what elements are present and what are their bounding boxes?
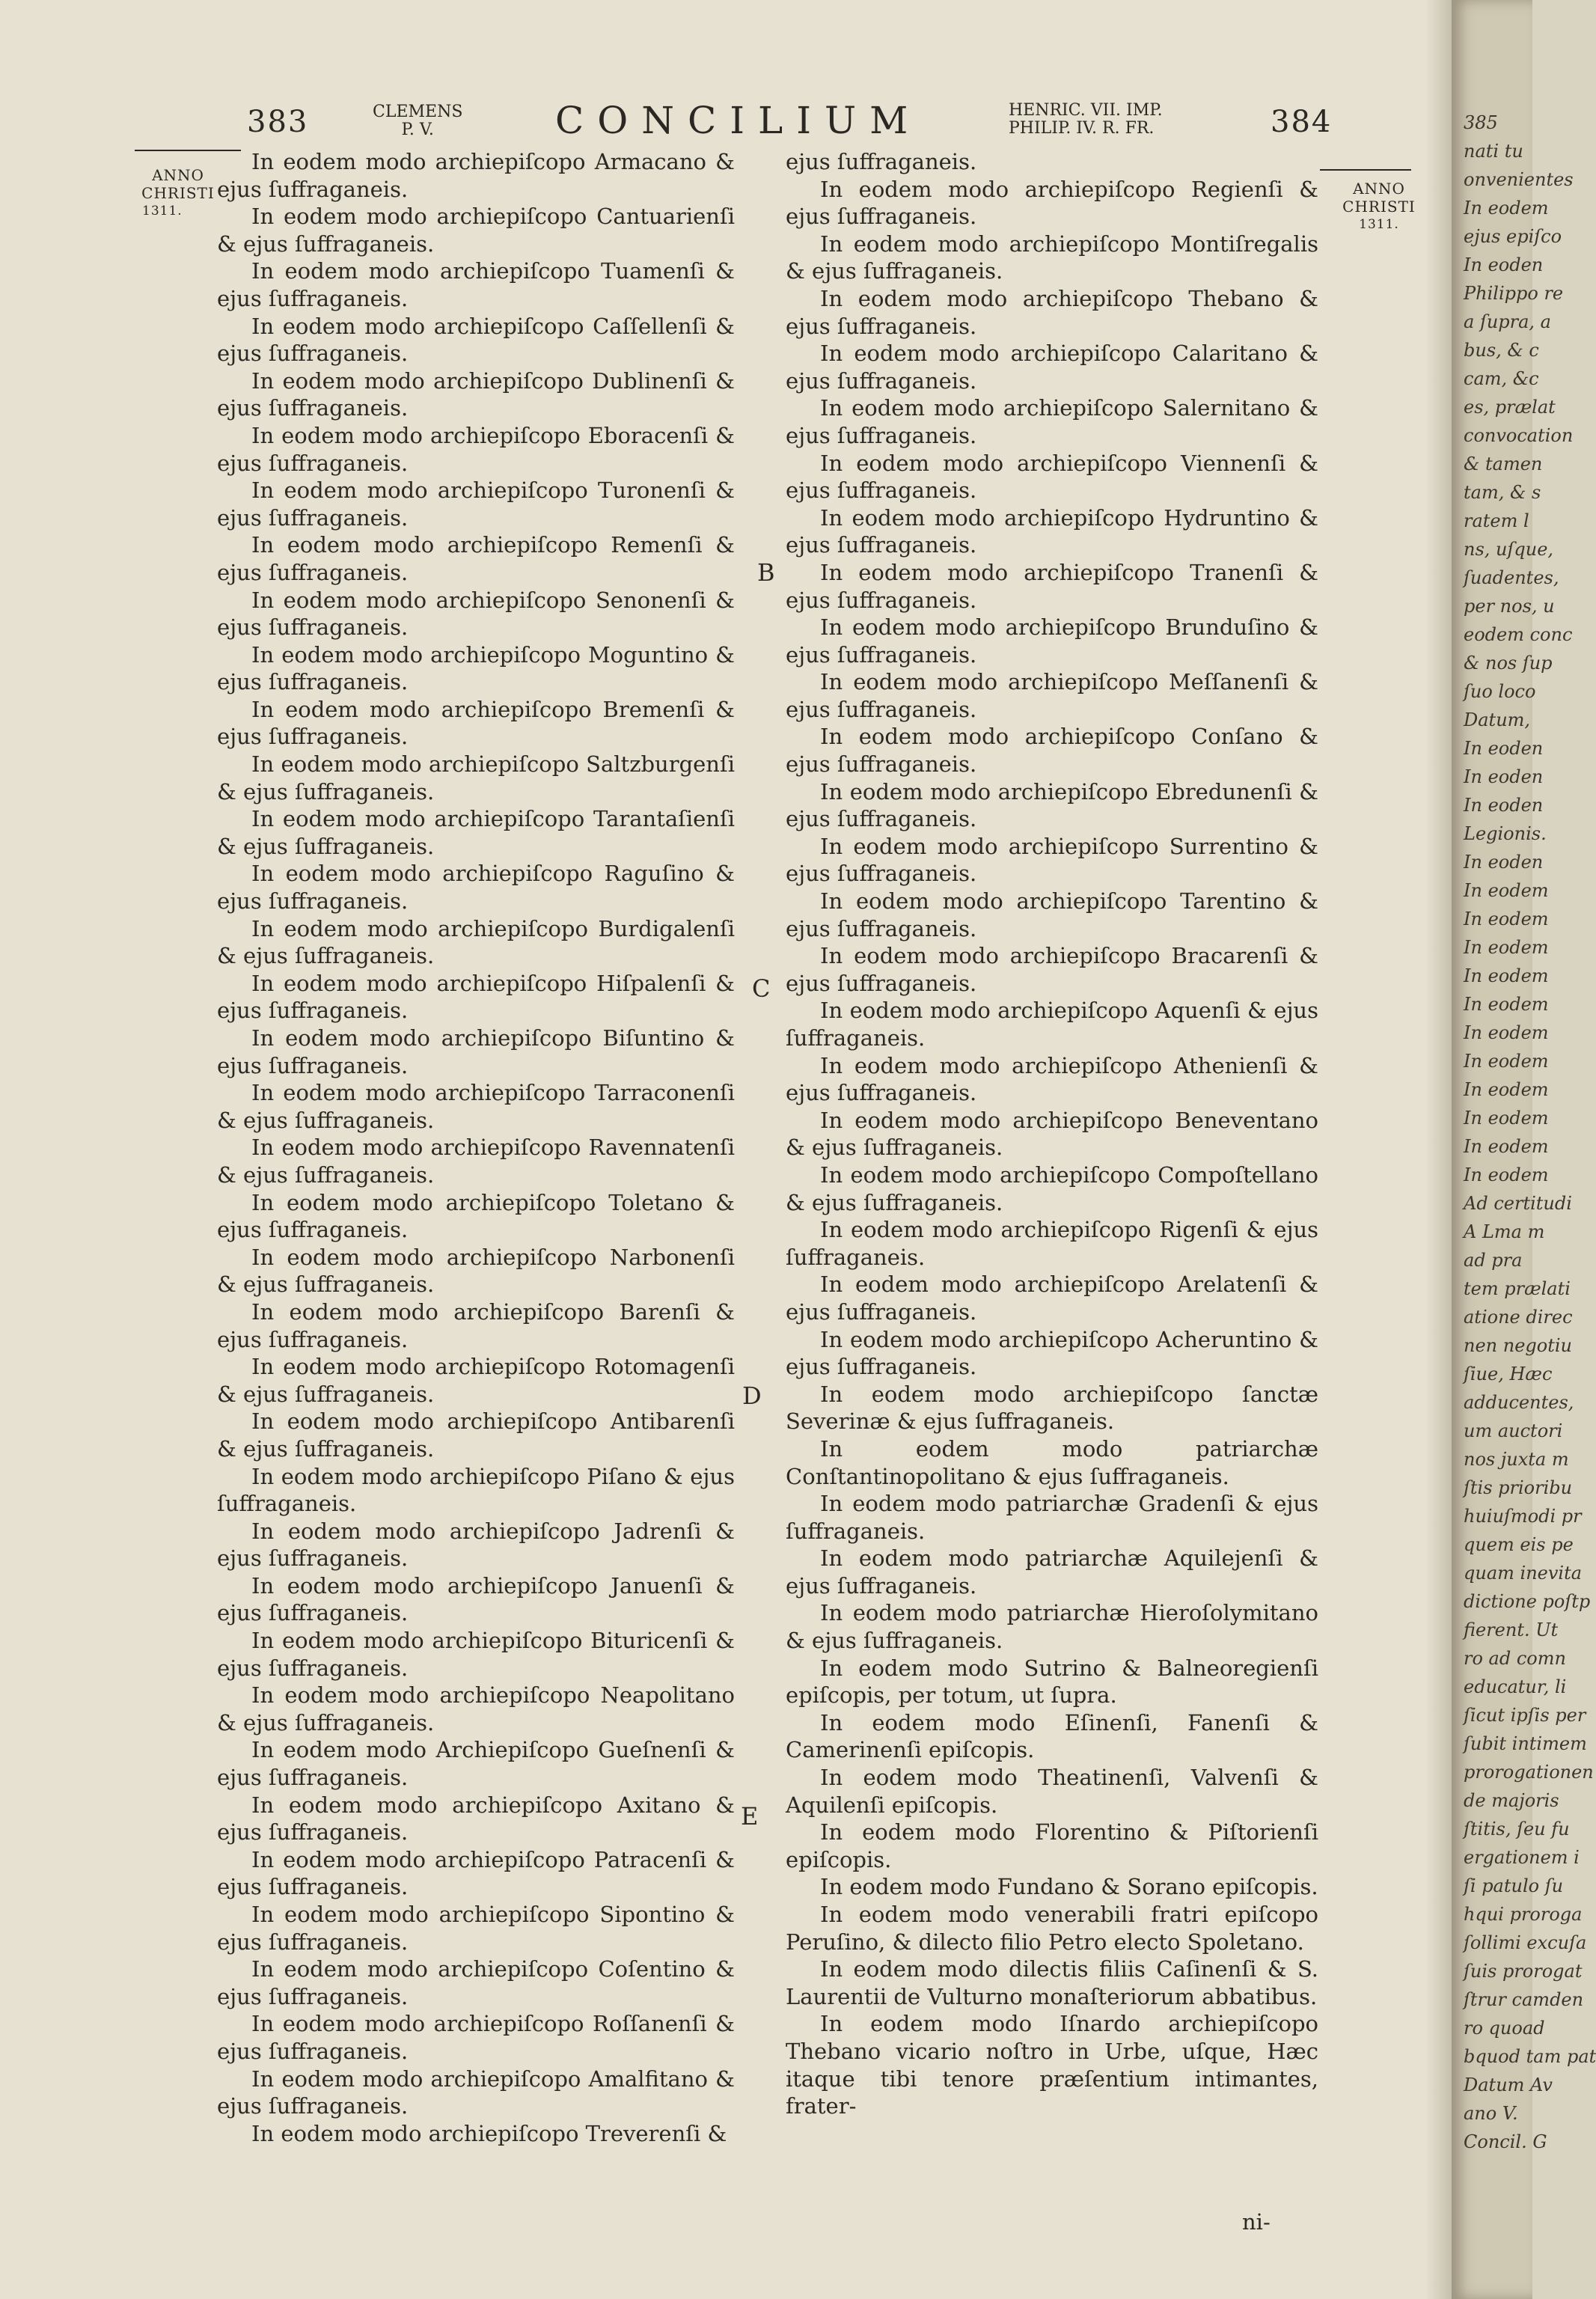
entry-paragraph: In eodem modo archiepiſcopo Biſuntino & ejus ſuffraganeis. bbox=[217, 1025, 735, 1078]
facing-page-fragment: ſuis prorogat bbox=[1464, 1961, 1583, 1982]
facing-page-fragment: adducentes, bbox=[1464, 1392, 1574, 1413]
facing-page-fragment: In eodem bbox=[1464, 1136, 1549, 1157]
left-column bbox=[217, 148, 735, 2147]
entry-paragraph: In eodem modo patriarchæ Gradenſi & ejus ſuffraganeis. bbox=[786, 1491, 1318, 1544]
facing-page-fragment: ro quoad bbox=[1464, 2018, 1545, 2039]
entry-paragraph: In eodem modo archiepiſcopo Eboracenſi & ejus ſuffraganeis. bbox=[217, 422, 735, 476]
facing-page-fragment: nen negotiu bbox=[1464, 1335, 1572, 1356]
entry-paragraph: In eodem modo Fundano & Sorano epiſcopis. bbox=[820, 1874, 1318, 1900]
facing-page-fragment: es, prælat bbox=[1464, 397, 1556, 418]
entry-paragraph: In eodem modo archiepiſcopo Tarantaſienſi & ejus ſuffraganeis. bbox=[217, 806, 735, 859]
entry-paragraph: In eodem modo archiepiſcopo Coſentino & ejus ſuffraganeis. bbox=[217, 1956, 735, 2009]
entry-paragraph: In eodem modo archiepiſcopo Rigenſi & ejus ſuffraganeis. bbox=[786, 1217, 1318, 1270]
running-head-rulers bbox=[1009, 102, 1163, 138]
entry-paragraph: In eodem modo Sutrino & Balneoregienſi epiſcopis, per totum, ut ſupra. bbox=[786, 1655, 1318, 1709]
entry-paragraph: In eodem modo archiepiſcopo Beneventano & ejus ſuffraganeis. bbox=[786, 1107, 1318, 1161]
entry-paragraph: In eodem modo archiepiſcopo Salernitano & ejus ſuffraganeis. bbox=[786, 395, 1318, 448]
facing-page-fragment: ſicut ipſis per bbox=[1464, 1705, 1586, 1726]
entry-paragraph: In eodem modo archiepiſcopo Tranenſi & ejus ſuffraganeis. bbox=[786, 559, 1318, 613]
facing-page-fragment: Ad certitudi bbox=[1464, 1193, 1572, 1214]
facing-page-fragment: ſtitis, ſeu fu bbox=[1464, 1819, 1570, 1839]
page-number-right: 384 bbox=[1271, 105, 1333, 139]
entry-paragraph: In eodem modo archiepiſcopo Athenienſi & ejus ſuffraganeis. bbox=[786, 1052, 1318, 1106]
entry-paragraph: In eodem modo archiepiſcopo Rotomagenſi & ejus ſuffraganeis. bbox=[217, 1354, 735, 1407]
margin-year: 1311. bbox=[142, 204, 183, 219]
ruler-emperor: HENRIC. VII. IMP. bbox=[1009, 101, 1163, 120]
entry-paragraph: In eodem modo archiepiſcopo Antibarenſi & ejus ſuffraganeis. bbox=[217, 1408, 735, 1462]
entry-paragraph: In eodem modo archiepiſcopo Roſſanenſi & ejus ſuffraganeis. bbox=[217, 2011, 735, 2064]
facing-page-fragment: bus, & c bbox=[1464, 340, 1539, 361]
facing-page-fragment: nos juxta m bbox=[1464, 1449, 1569, 1470]
entry-paragraph: In eodem modo archiepiſcopo Patracenſi & ejus ſuffraganeis. bbox=[217, 1846, 735, 1900]
entry-paragraph: In eodem modo archiepiſcopo Raguſino & ejus ſuffraganeis. bbox=[217, 861, 735, 915]
entry-paragraph: In eodem modo patriarchæ Aquilejenſi & ejus ſuffraganeis. bbox=[786, 1545, 1318, 1599]
facing-page-fragment: ſollimi excuſa bbox=[1464, 1932, 1587, 1953]
catchword: ni- bbox=[1242, 2209, 1271, 2235]
facing-page-fragment: ano V. bbox=[1464, 2103, 1518, 2124]
facing-page-fragment: eodem conc bbox=[1464, 624, 1573, 645]
entry-paragraph: In eodem modo archiepiſcopo Tuamenſi & ejus ſuffraganeis. bbox=[217, 258, 735, 311]
entry-paragraph: In eodem modo Iſnardo archiepiſcopo Thebano vicario noſtro in Urbe, uſque, Hæc itaque tibi tenore præſentium intimantes, frater- bbox=[786, 2011, 1318, 2119]
entry-paragraph: In eodem modo archiepiſcopo Toletano & ejus ſuffraganeis. bbox=[217, 1189, 735, 1243]
facing-page-fragment: In eodem bbox=[1464, 909, 1549, 929]
facing-page-fragment: onvenientes bbox=[1464, 169, 1574, 190]
facing-page-fragment: educatur, li bbox=[1464, 1676, 1567, 1697]
facing-page-fragment: A Lma m bbox=[1464, 1221, 1545, 1242]
entry-paragraph: In eodem modo archiepiſcopo Aquenſi & ejus ſuffraganeis. bbox=[786, 998, 1318, 1051]
right-column bbox=[786, 148, 1318, 2120]
facing-page-fragment: ſtrur camden bbox=[1464, 1989, 1584, 2010]
entry-paragraph: In eodem modo Archiepiſcopo Gueſnenſi & ejus ſuffraganeis. bbox=[217, 1737, 735, 1791]
facing-page-edge bbox=[1452, 0, 1596, 2299]
entry-paragraph: In eodem modo archiepiſcopo Bituricenſi & ejus ſuffraganeis. bbox=[217, 1628, 735, 1681]
entry-paragraph: In eodem modo archiepiſcopo Meſſanenſi & ejus ſuffraganeis. bbox=[786, 669, 1318, 722]
entry-paragraph: In eodem modo archiepiſcopo Arelatenſi & ejus ſuffraganeis. bbox=[786, 1271, 1318, 1325]
facing-page-fragment: bquod tam pat bbox=[1464, 2046, 1596, 2067]
facing-page-fragment: In eoden bbox=[1464, 852, 1544, 873]
facing-page-fragment: Datum Av bbox=[1464, 2074, 1553, 2095]
facing-page-fragment: In eodem bbox=[1464, 880, 1549, 901]
facing-page-fragment: ſi patulo ſu bbox=[1464, 1875, 1564, 1896]
facing-page-fragment: In eodem bbox=[1464, 937, 1549, 958]
facing-page-fragment: ſiue, Hæc bbox=[1464, 1364, 1553, 1384]
facing-page-fragment: Philippo re bbox=[1464, 283, 1564, 304]
section-letter-b: B bbox=[757, 558, 775, 587]
entry-paragraph: In eodem modo archiepiſcopo Montiſregalis & ejus ſuffraganeis. bbox=[786, 230, 1318, 284]
facing-page-fragment: Datum, bbox=[1464, 709, 1531, 730]
facing-page-fragment: In eodem bbox=[1464, 198, 1549, 219]
entry-paragraph: In eodem modo archiepiſcopo Neapolitano & ejus ſuffraganeis. bbox=[217, 1682, 735, 1735]
margin-anno: ANNO bbox=[1353, 180, 1405, 198]
entry-paragraph: In eodem modo archiepiſcopo Burdigalenſi & ejus ſuffraganeis. bbox=[217, 915, 735, 969]
entry-paragraph: In eodem modo archiepiſcopo Viennenſi & ejus ſuffraganeis. bbox=[786, 450, 1318, 504]
margin-christi: CHRISTI bbox=[1342, 198, 1416, 216]
facing-page-fragment: tem prælati bbox=[1464, 1278, 1571, 1299]
facing-page-fragment: a ſupra, a bbox=[1464, 311, 1551, 332]
entry-paragraph: In eodem modo archiepiſcopo Barenſi & ejus ſuffraganeis. bbox=[217, 1298, 735, 1352]
facing-page-fragment: prorogationen bbox=[1464, 1762, 1594, 1783]
pope-name: CLEMENS bbox=[373, 103, 463, 121]
entry-paragraph: In eodem modo archiepiſcopo Tarentino & ejus ſuffraganeis. bbox=[786, 888, 1318, 941]
facing-page-fragment: In eoden bbox=[1464, 795, 1544, 816]
section-letter-e: E bbox=[741, 1802, 759, 1831]
entry-paragraph: In eodem modo archiepiſcopo Conſano & ejus ſuffraganeis. bbox=[786, 724, 1318, 778]
entry-paragraph: In eodem modo archiepiſcopo Remenſi & ejus ſuffraganeis. bbox=[217, 532, 735, 585]
entry-paragraph: In eodem modo archiepiſcopo Hydruntino & ejus ſuffraganeis. bbox=[786, 504, 1318, 558]
entry-paragraph: In eodem modo archiepiſcopo Moguntino & ejus ſuffraganeis. bbox=[217, 641, 735, 695]
facing-page-fragment: convocation bbox=[1464, 425, 1574, 446]
facing-page-fragment: 385 bbox=[1464, 112, 1498, 133]
facing-page-fragment: cam, &c bbox=[1464, 368, 1539, 389]
entry-paragraph: In eodem modo archiepiſcopo Thebano & ejus ſuffraganeis. bbox=[786, 285, 1318, 339]
entry-paragraph: In eodem modo patriarchæ Conſtantinopolitano & ejus ſuffraganeis. bbox=[786, 1435, 1318, 1489]
entry-paragraph: In eodem modo archiepiſcopo Piſano & ejus ſuffraganeis. bbox=[217, 1463, 735, 1517]
entry-paragraph: In eodem modo archiepiſcopo Sipontino & ejus ſuffraganeis. bbox=[217, 1902, 735, 1955]
entry-paragraph: In eodem modo archiepiſcopo Brunduſino & ejus ſuffraganeis. bbox=[786, 614, 1318, 668]
entry-paragraph: In eodem modo dilectis filiis Caſinenſi & S. Laurentii de Vulturno monaſteriorum abbatibus. bbox=[786, 1956, 1318, 2009]
entry-paragraph: In eodem modo archiepiſcopo Calaritano & ejus ſuffraganeis. bbox=[786, 341, 1318, 394]
facing-page-fragment: In eodem bbox=[1464, 1079, 1549, 1100]
entry-paragraph: In eodem modo archiepiſcopo Surrentino & ejus ſuffraganeis. bbox=[786, 833, 1318, 887]
entry-paragraph: In eodem modo archiepiſcopo Axitano & ejus ſuffraganeis. bbox=[217, 1792, 735, 1845]
facing-page-fragment: In eoden bbox=[1464, 254, 1544, 275]
facing-page-fragment: In eodem bbox=[1464, 1051, 1549, 1072]
facing-page-fragment: um auctori bbox=[1464, 1420, 1563, 1441]
facing-page-fragment: ſuo loco bbox=[1464, 681, 1536, 702]
margin-year: 1311. bbox=[1359, 217, 1399, 232]
entry-paragraph: In eodem modo Florentino & Piſtorienſi epiſcopis. bbox=[786, 1819, 1318, 1872]
entry-paragraph: In eodem modo archiepiſcopo Caſſellenſi & ejus ſuffraganeis. bbox=[217, 313, 735, 367]
facing-page-fragment: In eoden bbox=[1464, 766, 1544, 787]
entry-paragraph: In eodem modo patriarchæ Hieroſolymitano & ejus ſuffraganeis. bbox=[786, 1600, 1318, 1654]
facing-page-fragment: In eodem bbox=[1464, 1022, 1549, 1043]
entry-paragraph: In eodem modo archiepiſcopo Cantuarienſi & ejus ſuffraganeis. bbox=[217, 204, 735, 257]
facing-page-fragment: ad pra bbox=[1464, 1250, 1523, 1271]
facing-page-fragment: tam, & s bbox=[1464, 482, 1541, 503]
facing-page-fragment: quam inevita bbox=[1464, 1563, 1583, 1584]
facing-page-fragment: ro ad comn bbox=[1464, 1648, 1566, 1669]
margin-note-left bbox=[133, 166, 223, 220]
margin-anno: ANNO bbox=[152, 166, 204, 184]
facing-page-fragment: & tamen bbox=[1464, 454, 1543, 474]
entry-paragraph: In eodem modo archiepiſcopo Narbonenſi & ejus ſuffraganeis. bbox=[217, 1244, 735, 1298]
entry-paragraph: In eodem modo archiepiſcopo Hiſpalenſi & ejus ſuffraganeis. bbox=[217, 970, 735, 1024]
entry-paragraph: In eodem modo archiepiſcopo Treverenſi & bbox=[251, 2120, 727, 2146]
facing-page-fragment: ergationem i bbox=[1464, 1847, 1580, 1868]
entry-paragraph: In eodem modo archiepiſcopo Bremenſi & ejus ſuffraganeis. bbox=[217, 696, 735, 750]
margin-christi: CHRISTI bbox=[141, 184, 215, 202]
entry-paragraph: In eodem modo archiepiſcopo Regienſi & ejus ſuffraganeis. bbox=[786, 176, 1318, 230]
facing-page-fragment: Legionis. bbox=[1464, 823, 1547, 844]
facing-page-fragment: nati tu bbox=[1464, 141, 1523, 162]
running-title: CONCILIUM bbox=[555, 99, 922, 142]
facing-page-fragment: per nos, u bbox=[1464, 596, 1555, 617]
facing-page-fragment: ns, uſque, bbox=[1464, 539, 1554, 560]
entry-paragraph: ejus ſuffraganeis. bbox=[786, 149, 977, 174]
facing-page-fragment: In eodem bbox=[1464, 994, 1549, 1015]
facing-page-fragment: fierent. Ut bbox=[1464, 1619, 1559, 1640]
facing-page-fragment: ſtis prioribu bbox=[1464, 1477, 1573, 1498]
facing-page-fragment: In eodem bbox=[1464, 1108, 1549, 1129]
facing-page-fragment: quem eis pe bbox=[1464, 1534, 1574, 1555]
facing-page-fragment: hqui proroga bbox=[1464, 1904, 1583, 1925]
section-letter-d: D bbox=[742, 1381, 762, 1410]
entry-paragraph: In eodem modo archiepiſcopo Ravennatenſi & ejus ſuffraganeis. bbox=[217, 1135, 735, 1188]
entry-paragraph: In eodem modo venerabili fratri epiſcopo Peruſino, & dilecto filio Petro electo Spoletano. bbox=[786, 1902, 1318, 1955]
facing-page-fragment: & nos ſup bbox=[1464, 653, 1553, 674]
entry-paragraph: In eodem modo archiepiſcopo Turonenſi & ejus ſuffraganeis. bbox=[217, 477, 735, 531]
entry-paragraph: In eodem modo archiepiſcopo Januenſi & ejus ſuffraganeis. bbox=[217, 1572, 735, 1626]
entry-paragraph: In eodem modo archiepiſcopo Saltzburgenſi & ejus ſuffraganeis. bbox=[217, 751, 735, 805]
facing-page-fragment: ſubit intimem bbox=[1464, 1733, 1587, 1754]
gutter-shadow bbox=[1425, 0, 1455, 2299]
facing-page-fragment: huiuſmodi pr bbox=[1464, 1506, 1582, 1527]
facing-page-fragment: Concil. G bbox=[1464, 2131, 1547, 2152]
entry-paragraph: In eodem modo archiepiſcopo Jadrenſi & ejus ſuffraganeis. bbox=[217, 1518, 735, 1572]
entry-paragraph: In eodem modo archiepiſcopo Compoſtellano & ejus ſuffraganeis. bbox=[786, 1161, 1318, 1215]
facing-page-fragment: ſuadentes, bbox=[1464, 567, 1559, 588]
entry-paragraph: In eodem modo archiepiſcopo Senonenſi & ejus ſuffraganeis. bbox=[217, 587, 735, 641]
entry-paragraph: In eodem modo archiepiſcopo ſanctæ Severinæ & ejus ſuffraganeis. bbox=[786, 1381, 1318, 1435]
facing-page-fragment: atione direc bbox=[1464, 1307, 1573, 1328]
page-number-left: 383 bbox=[247, 105, 309, 139]
entry-paragraph: In eodem modo archiepiſcopo Acheruntino & ejus ſuffraganeis. bbox=[786, 1326, 1318, 1380]
entry-paragraph: In eodem modo archiepiſcopo Amalfitano & ejus ſuffraganeis. bbox=[217, 2066, 735, 2119]
entry-paragraph: In eodem modo archiepiſcopo Tarraconenſi & ejus ſuffraganeis. bbox=[217, 1080, 735, 1133]
pope-number: P. V. bbox=[401, 120, 434, 139]
entry-paragraph: In eodem modo archiepiſcopo Dublinenſi & ejus ſuffraganeis. bbox=[217, 367, 735, 421]
ruler-king: PHILIP. IV. R. FR. bbox=[1009, 119, 1155, 138]
facing-page-fragment: In eoden bbox=[1464, 738, 1544, 759]
entry-paragraph: In eodem modo Eſinenſi, Fanenſi & Camerinenſi epiſcopis. bbox=[786, 1709, 1318, 1763]
facing-page-fragment: dictione poſtp bbox=[1464, 1591, 1591, 1612]
facing-page-fragment: In eodem bbox=[1464, 1164, 1549, 1185]
margin-note-right bbox=[1333, 180, 1425, 233]
margin-rule-right bbox=[1320, 169, 1411, 171]
entry-paragraph: In eodem modo Theatinenſi, Valvenſi & Aquilenſi epiſcopis. bbox=[786, 1765, 1318, 1818]
facing-page-fragment: ratem l bbox=[1464, 510, 1529, 531]
entry-paragraph: In eodem modo archiepiſcopo Ebredunenſi & ejus ſuffraganeis. bbox=[786, 778, 1318, 832]
entry-paragraph: In eodem modo archiepiſcopo Armacano & ejus ſuffraganeis. bbox=[217, 149, 735, 202]
facing-page-fragment: In eodem bbox=[1464, 965, 1549, 986]
running-head-pope bbox=[373, 103, 462, 139]
section-letter-c: C bbox=[752, 974, 771, 1003]
entry-paragraph: In eodem modo archiepiſcopo Bracarenſi & ejus ſuffraganeis. bbox=[786, 943, 1318, 996]
facing-page-fragment: ejus epiſco bbox=[1464, 226, 1562, 247]
facing-page-fragment: de majoris bbox=[1464, 1790, 1559, 1811]
